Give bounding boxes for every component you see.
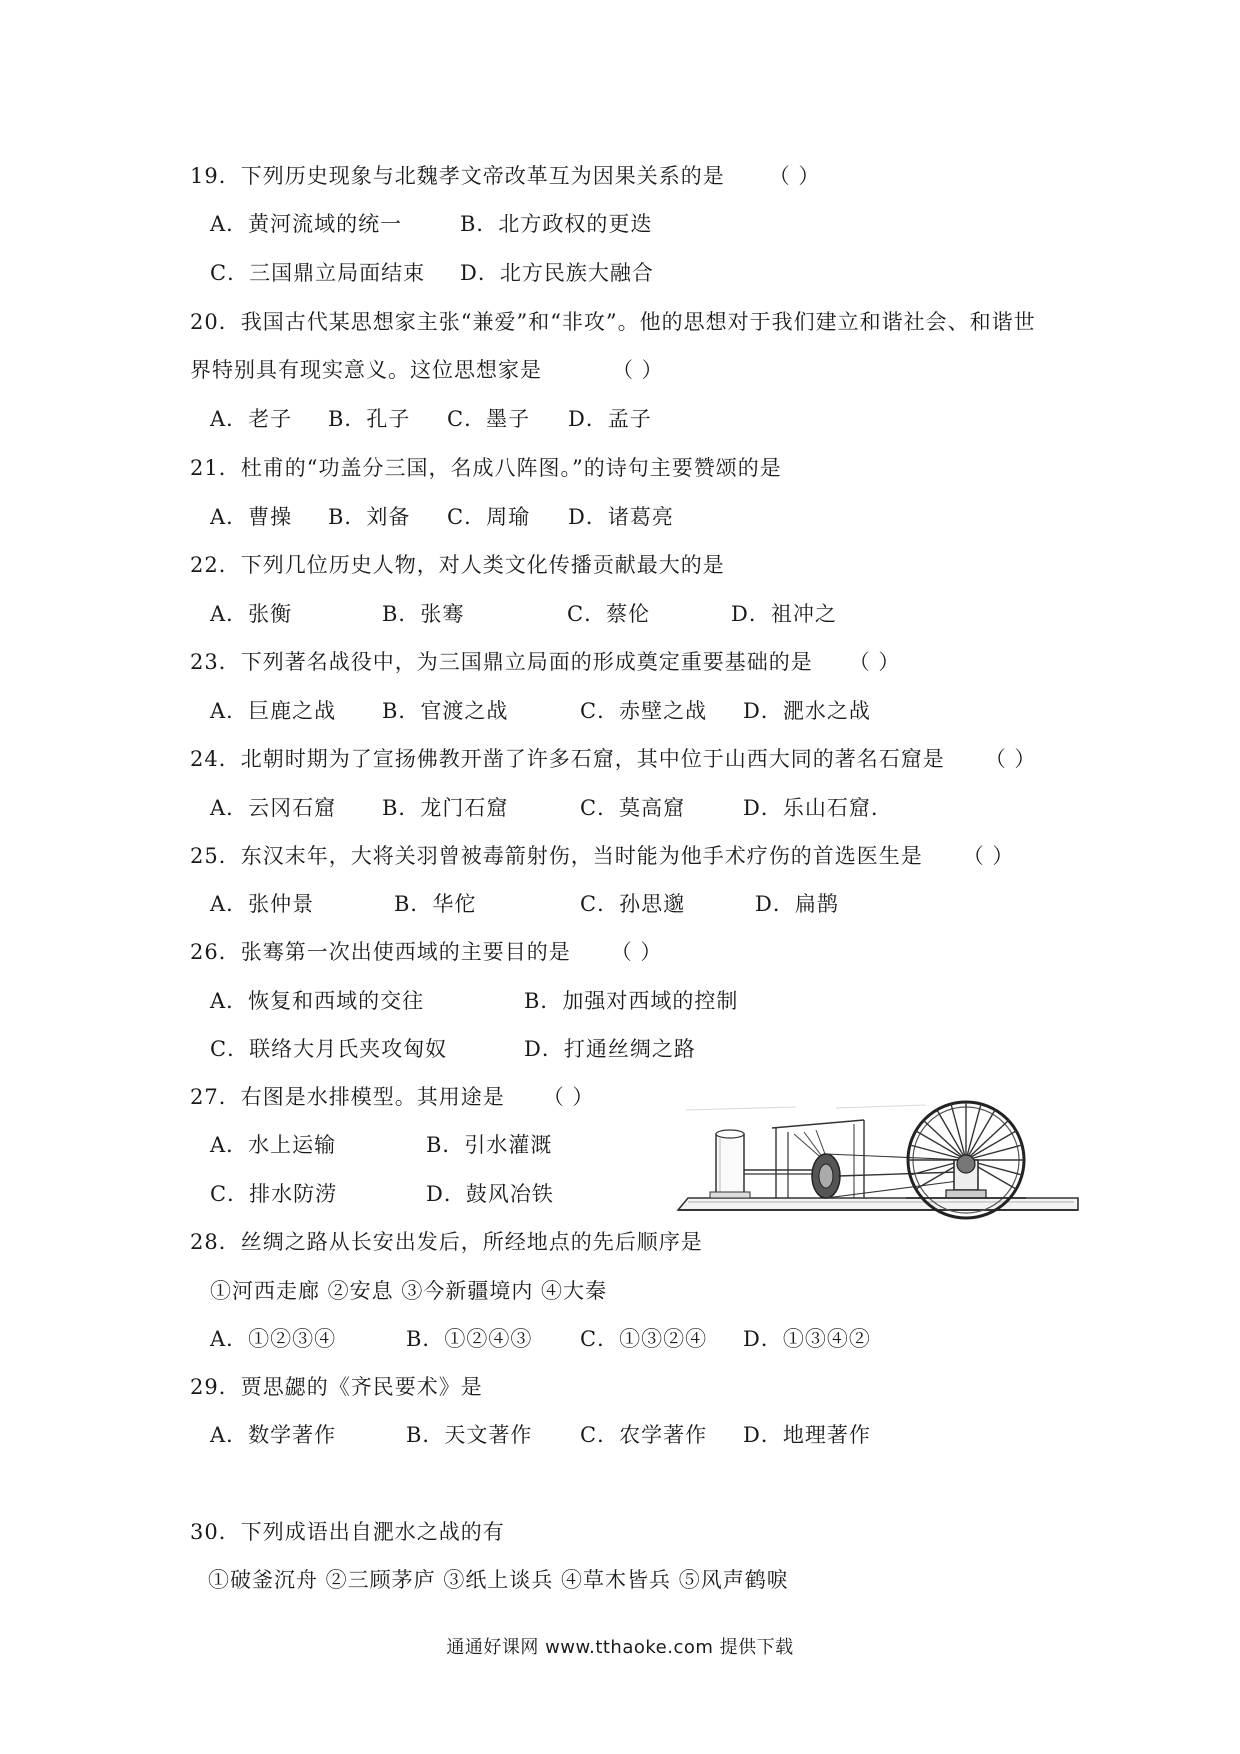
- option-b: B．张骞: [382, 602, 465, 626]
- option-b: B．官渡之战: [382, 699, 509, 723]
- answer-bracket: （ ）: [542, 1085, 595, 1109]
- question-29-stem: 29．贾思勰的《齐民要术》是: [190, 1375, 483, 1399]
- question-23-text: 23．下列著名战役中，为三国鼎立局面的形成奠定重要基础的是: [190, 650, 813, 674]
- question-20-stem: 20．我国古代某思想家主张“兼爱”和“非攻”。他的思想对于我们建立和谐社会、和谐世: [190, 310, 1036, 334]
- answer-bracket: （ ）: [984, 747, 1037, 771]
- option-b: B．华佗: [394, 892, 477, 916]
- question-20-stem-cont: [190, 356, 664, 384]
- question-24-text: 24．北朝时期为了宣扬佛教开凿了许多石窟，其中位于山西大同的著名石窟是: [190, 747, 945, 771]
- question-24-stem: [190, 745, 1036, 773]
- option-a: A．老子: [210, 407, 293, 431]
- option-a: A．黄河流域的统一: [210, 212, 403, 236]
- option-a: A．云冈石窟: [210, 796, 337, 820]
- option-b: B．刘备: [328, 505, 411, 529]
- question-21-stem: 21．杜甫的“功盖分三国，名成八阵图。”的诗句主要赞颂的是: [190, 456, 782, 480]
- question-30-items: ①破釜沉舟 ②三顾茅庐 ③纸上谈兵 ④草木皆兵 ⑤风声鹤唳: [208, 1568, 789, 1592]
- option-c: C．墨子: [447, 407, 531, 431]
- option-c: C．三国鼎立局面结束: [210, 261, 426, 285]
- option-a: A．数学著作: [210, 1423, 337, 1447]
- question-20-text: 界特别具有现实意义。这位思想家是: [190, 358, 542, 382]
- answer-bracket: （ ）: [962, 844, 1015, 868]
- option-a: A．巨鹿之战: [210, 699, 337, 723]
- option-c: C．赤壁之战: [580, 699, 708, 723]
- option-b: B．天文著作: [406, 1423, 533, 1447]
- option-c: C．蔡伦: [567, 602, 651, 626]
- option-c: C．周瑜: [447, 505, 531, 529]
- question-27-text: 27．右图是水排模型。其用途是: [190, 1085, 505, 1109]
- answer-bracket: （ ）: [848, 650, 901, 674]
- water-bellows-icon: [676, 1098, 1086, 1228]
- option-d: D．淝水之战: [743, 699, 871, 723]
- water-bellows-figure: [676, 1098, 1086, 1228]
- option-c: C．①③②④: [580, 1327, 708, 1351]
- option-d: D．北方民族大融合: [460, 261, 654, 285]
- question-27-stem: [190, 1083, 594, 1111]
- option-a: A．曹操: [210, 505, 293, 529]
- option-b: B．加强对西域的控制: [524, 989, 739, 1013]
- answer-bracket: （ ）: [610, 940, 663, 964]
- option-a: A．张衡: [210, 602, 293, 626]
- question-30-stem: 30．下列成语出自淝水之战的有: [190, 1520, 505, 1544]
- option-c: C．联络大月氏夹攻匈奴: [210, 1037, 448, 1061]
- question-19-stem: [190, 162, 820, 190]
- option-a: A．水上运输: [210, 1133, 337, 1157]
- answer-bracket: （ ）: [768, 164, 821, 188]
- option-b: B．①②④③: [406, 1327, 533, 1351]
- question-19-text: 19．下列历史现象与北魏孝文帝改革互为因果关系的是: [190, 164, 725, 188]
- option-b: B．北方政权的更迭: [460, 212, 653, 236]
- question-26-text: 26．张骞第一次出使西域的主要目的是: [190, 940, 571, 964]
- question-23-stem: [190, 648, 900, 676]
- option-c: C．莫高窟: [580, 796, 686, 820]
- question-22-stem: 22．下列几位历史人物，对人类文化传播贡献最大的是: [190, 553, 725, 577]
- option-b: B．孔子: [328, 407, 411, 431]
- option-c: C．农学著作: [580, 1423, 708, 1447]
- option-d: D．孟子: [568, 407, 652, 431]
- option-d: D．诸葛亮: [568, 505, 674, 529]
- option-d: D．地理著作: [743, 1423, 871, 1447]
- option-d: D．打通丝绸之路: [524, 1037, 696, 1061]
- option-a: A．张仲景: [210, 892, 315, 916]
- option-d: D．鼓风冶铁: [426, 1182, 554, 1206]
- option-d: D．扁鹊: [755, 892, 839, 916]
- question-28-stem: 28．丝绸之路从长安出发后，所经地点的先后顺序是: [190, 1230, 703, 1254]
- option-d: D．祖冲之: [731, 602, 837, 626]
- option-a: A．恢复和西域的交往: [210, 989, 425, 1013]
- option-c: C．孙思邈: [580, 892, 686, 916]
- option-a: A．①②③④: [210, 1327, 337, 1351]
- option-b: B．引水灌溉: [426, 1133, 553, 1157]
- page-footer: 通通好课网 www.tthaoke.com 提供下载: [446, 1637, 794, 1658]
- question-28-items: ①河西走廊 ②安息 ③今新疆境内 ④大秦: [210, 1279, 608, 1303]
- question-26-stem: [190, 938, 662, 966]
- option-d: D．乐山石窟.: [743, 796, 879, 820]
- option-c: C．排水防涝: [210, 1182, 338, 1206]
- option-d: D．①③④②: [743, 1327, 871, 1351]
- answer-bracket: （ ）: [612, 358, 664, 382]
- question-25-text: 25．东汉末年，大将关羽曾被毒箭射伤，当时能为他手术疗伤的首选医生是: [190, 844, 923, 868]
- question-25-stem: [190, 842, 1014, 870]
- option-b: B．龙门石窟: [382, 796, 509, 820]
